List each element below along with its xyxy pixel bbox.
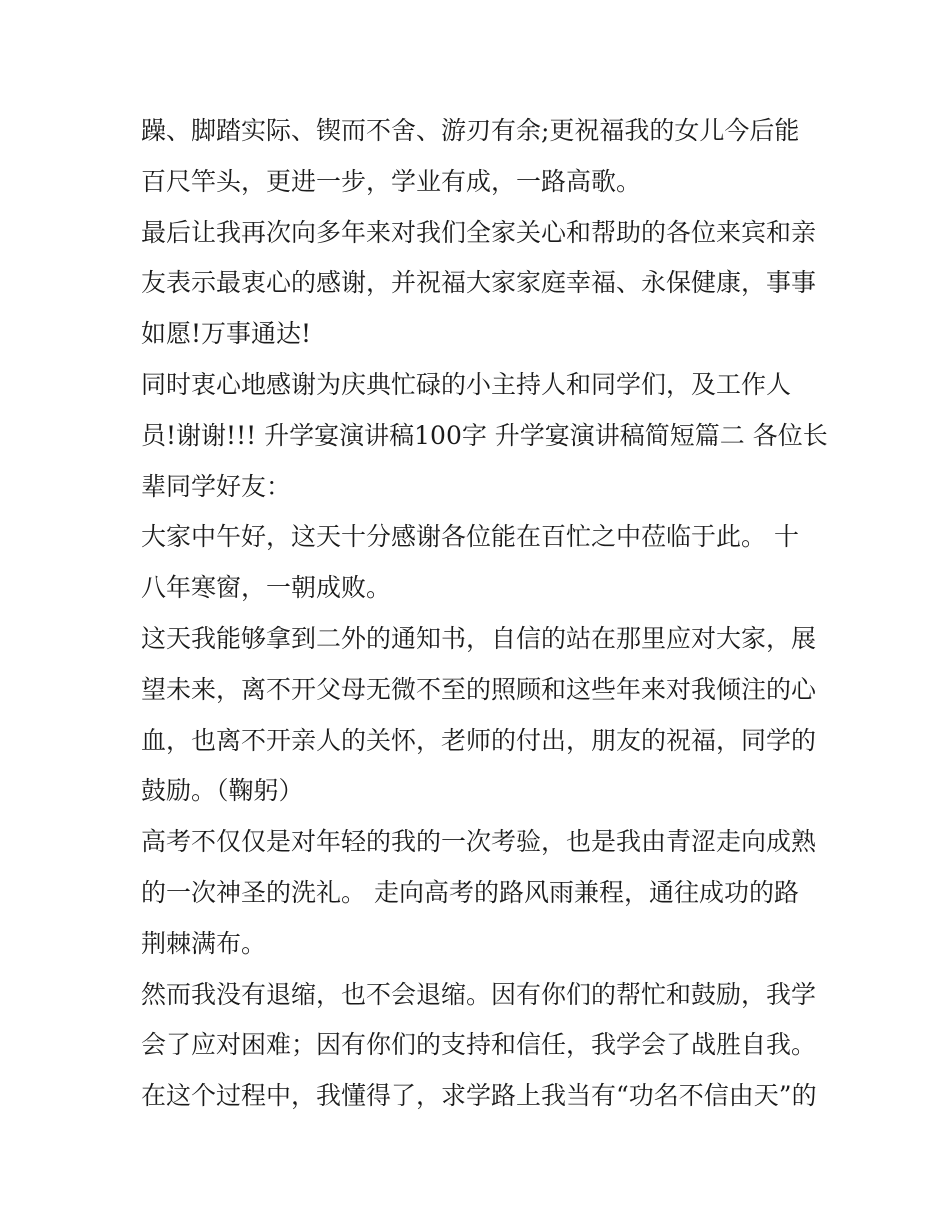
text-line-11: 这天我能够拿到二外的通知书，自信的站在那里应对大家，展	[141, 623, 817, 653]
text-line-1: 躁、脚踏实际、锲而不舍、游刃有余;更祝福我的女儿今后能	[141, 116, 800, 145]
text-line-10: 八年寒窗，一朝成败。	[141, 573, 392, 603]
text-line-4: 友表示最衷心的感谢，并祝福大家家庭幸福、永保健康，事事	[141, 268, 817, 298]
text-line-18: 然而我没有退缩，也不会退缩。因有你们的帮忙和鼓励，我学	[141, 979, 817, 1009]
text-line-15: 高考不仅仅是对年轻的我的一次考验，也是我由青涩走向成熟	[141, 827, 817, 857]
text-line-8: 辈同学好友：	[141, 471, 292, 501]
text-line-7: 员!谢谢!!! 升学宴演讲稿100字 升学宴演讲稿简短篇二 各位长	[141, 420, 828, 450]
text-line-13: 血，也离不开亲人的关怀，老师的付出，朋友的祝福，同学的	[141, 725, 817, 755]
text-line-9: 大家中午好，这天十分感谢各位能在百忙之中莅临于此。 十	[141, 522, 799, 552]
text-line-6: 同时衷心地感谢为庆典忙碌的小主持人和同学们，及工作人	[141, 369, 792, 399]
text-line-12: 望未来，离不开父母无微不至的照顾和这些年来对我倾注的心	[141, 674, 817, 704]
text-line-5: 如愿!万事通达!	[141, 319, 312, 349]
text-line-2: 百尺竿头，更进一步，学业有成，一路高歌。	[141, 166, 642, 196]
text-line-14: 鼓励。（鞠躬）	[141, 776, 304, 806]
text-line-3: 最后让我再次向多年来对我们全家关心和帮助的各位来宾和亲	[141, 217, 817, 247]
text-line-16: 的一次神圣的洗礼。 走向高考的路风雨兼程，通往成功的路	[141, 877, 799, 907]
text-line-20: 在这个过程中，我懂得了，求学路上我当有“功名不信由天”的	[141, 1081, 817, 1111]
text-line-19: 会了应对困难；因有你们的支持和信任，我学会了战胜自我。	[141, 1030, 817, 1060]
document-body	[141, 106, 828, 1122]
text-line-17: 荆棘满布。	[141, 928, 267, 958]
